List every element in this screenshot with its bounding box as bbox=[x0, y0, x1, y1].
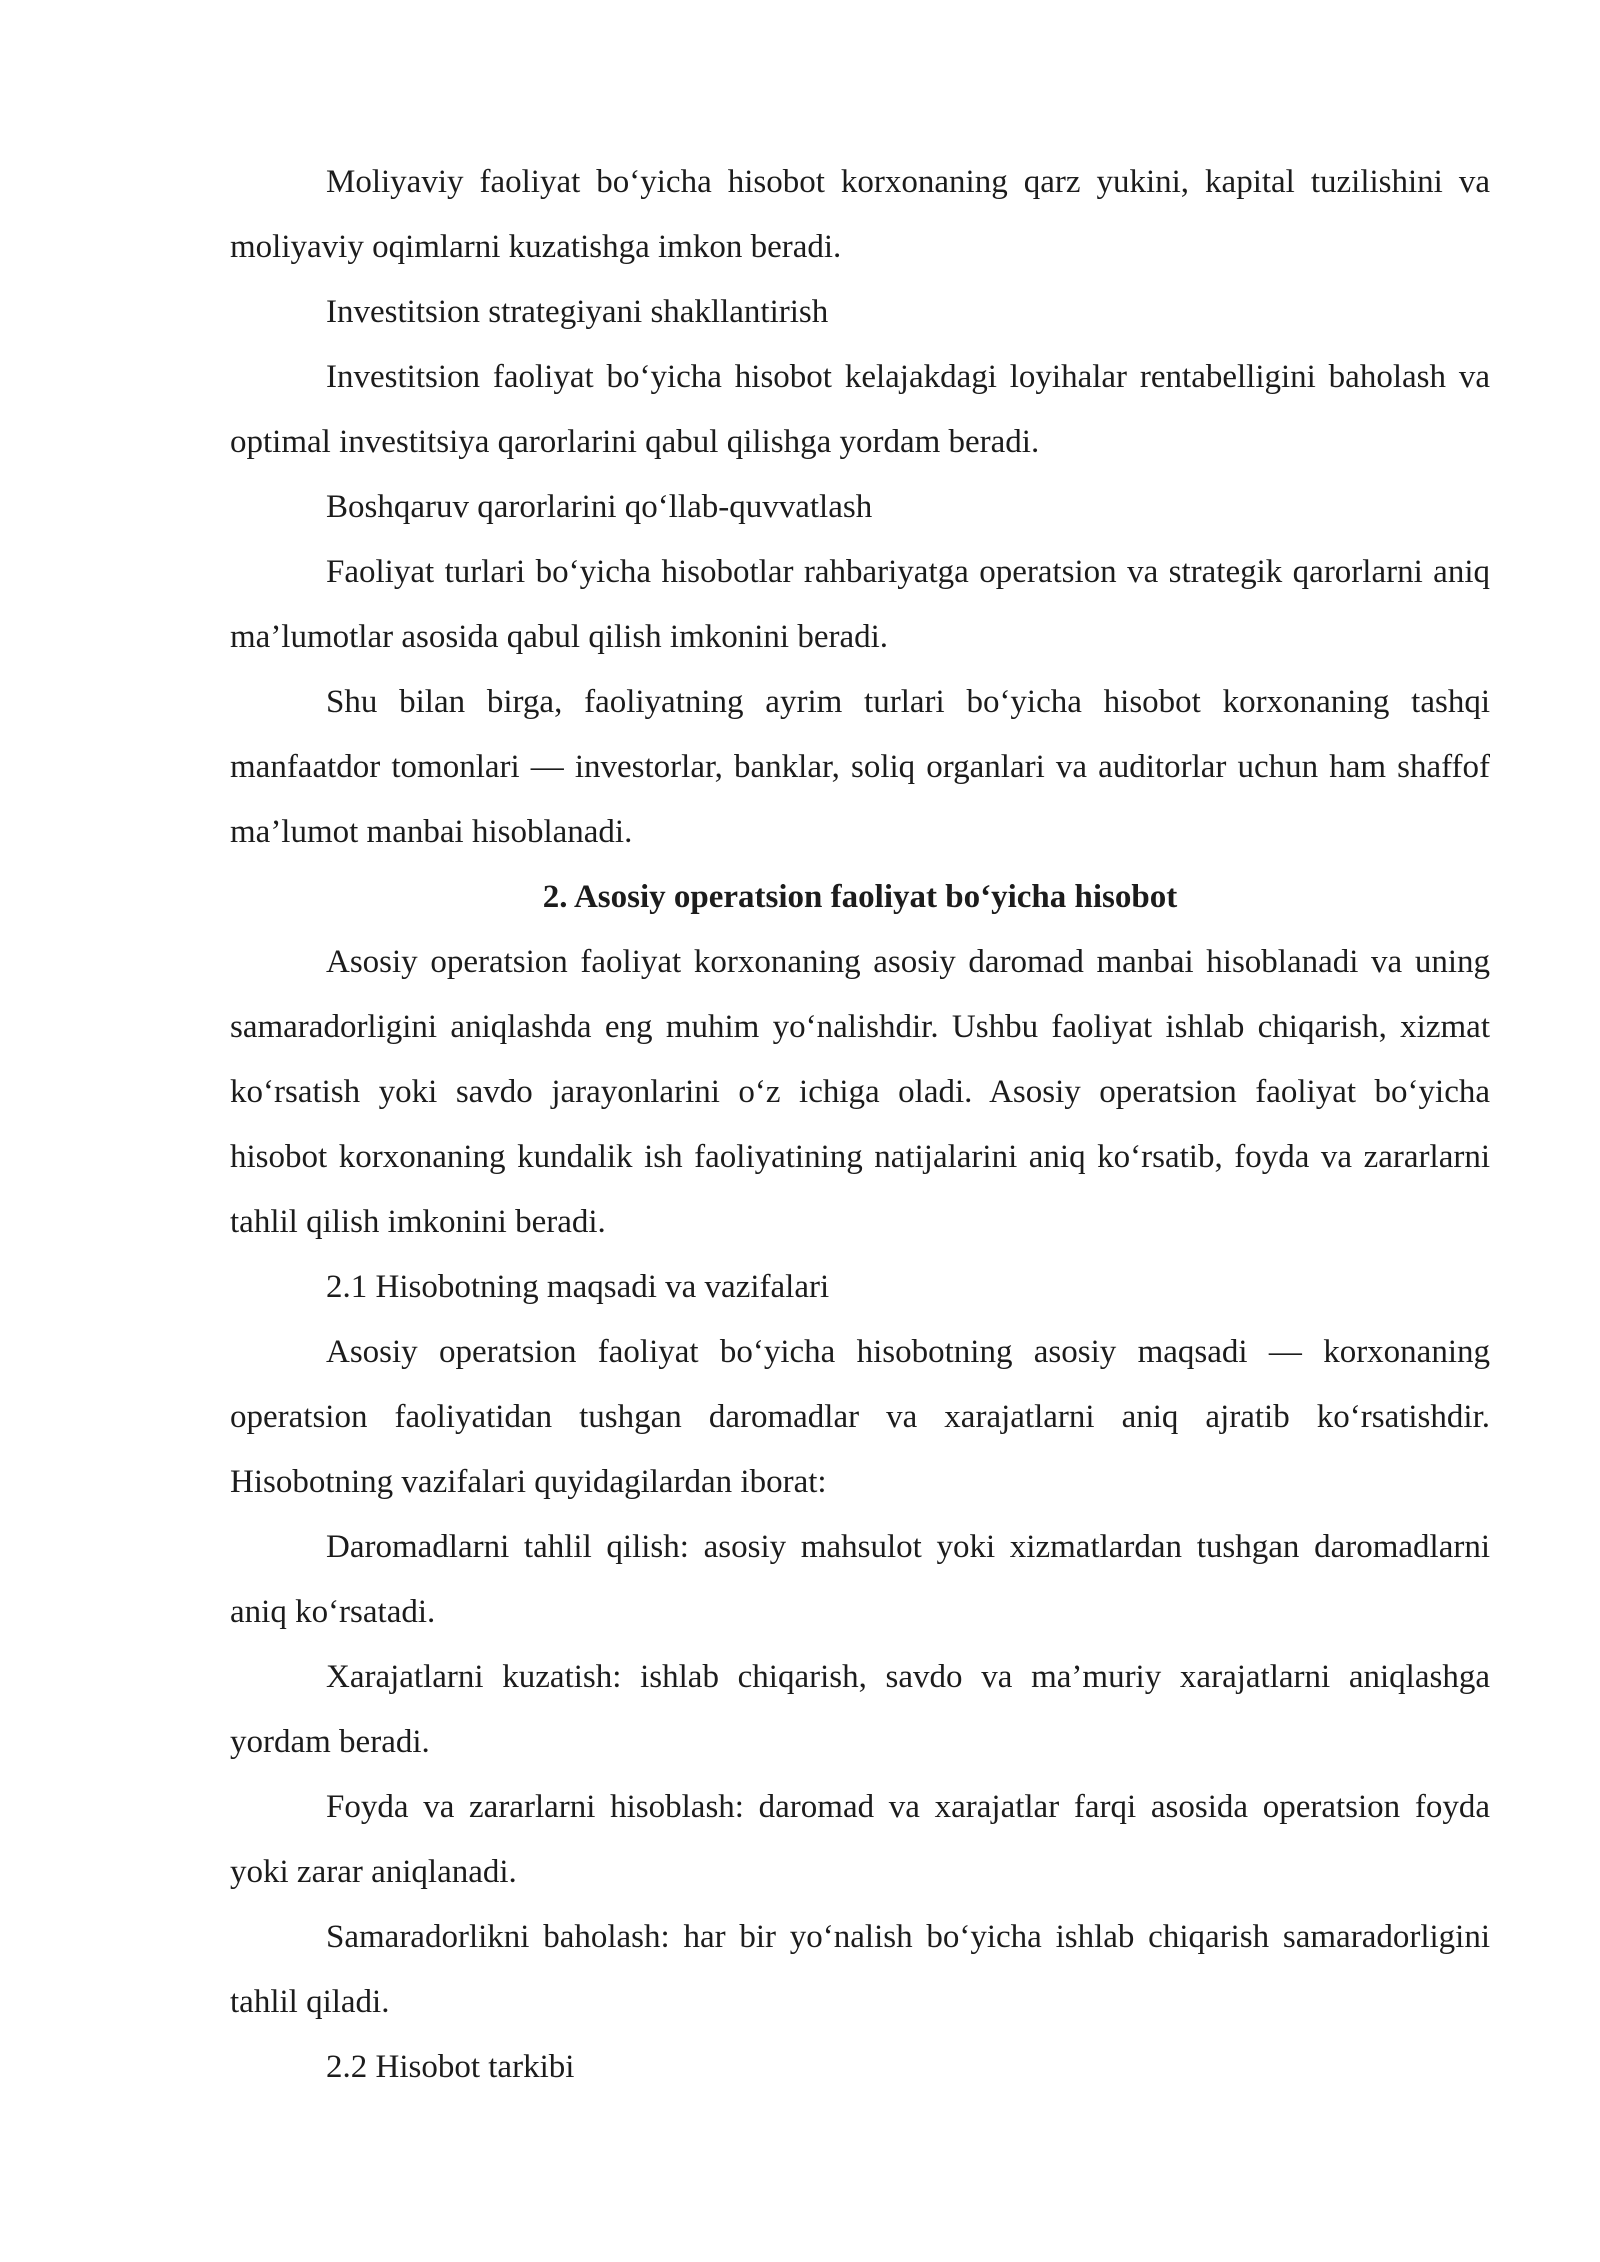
subsection-heading-2-2: 2.2 Hisobot tarkibi bbox=[326, 2049, 575, 2085]
subsection-heading-2-1: 2.1 Hisobotning maqsadi va vazifalari bbox=[326, 1269, 830, 1305]
paragraph-efficiency-evaluation: Samaradorlikni baholash: har bir yo‘nalish bo‘yicha ishlab chiqarish samaradorligini tahlil qiladi. bbox=[230, 1919, 1490, 2020]
paragraph-financial-activity-report: Moliyaviy faoliyat bo‘yicha hisobot korxonaning qarz yukini, kapital tuzilishini va moliyaviy oqimlarni kuzatishga imkon beradi. bbox=[230, 164, 1490, 265]
paragraph-report-purpose: Asosiy operatsion faoliyat bo‘yicha hisobotning asosiy maqsadi — korxonaning operatsion faoliyatidan tushgan daromadlar va xarajatlarni aniq ajratib ko‘rsatishdir. Hisobotning vazifalari quyidagilardan iborat: bbox=[230, 1334, 1490, 1500]
paragraph-external-stakeholders: Shu bilan birga, faoliyatning ayrim turlari bo‘yicha hisobot korxonaning tashqi manfaatdor tomonlari — investorlar, banklar, soliq organlari va auditorlar uchun ham shaffof ma’lumot manbai hisoblanadi. bbox=[230, 684, 1490, 850]
document-body bbox=[230, 150, 1490, 2100]
paragraph-expense-tracking: Xarajatlarni kuzatish: ishlab chiqarish, savdo va ma’muriy xarajatlarni aniqlashga yordam beradi. bbox=[230, 1659, 1490, 1760]
section-heading-2: 2. Asosiy operatsion faoliyat bo‘yicha hisobot bbox=[542, 879, 1178, 915]
paragraph-management-decisions-title: Boshqaruv qarorlarini qo‘llab-quvvatlash bbox=[326, 489, 873, 525]
paragraph-activity-type-reports: Faoliyat turlari bo‘yicha hisobotlar rahbariyatga operatsion va strategik qarorlarni aniq ma’lumotlar asosida qabul qilish imkonini beradi. bbox=[230, 554, 1490, 655]
paragraph-profit-loss-calculation: Foyda va zararlarni hisoblash: daromad va xarajatlar farqi asosida operatsion foyda yoki zarar aniqlanadi. bbox=[230, 1789, 1490, 1890]
paragraph-investment-activity-report: Investitsion faoliyat bo‘yicha hisobot kelajakdagi loyihalar rentabelligini baholash va optimal investitsiya qarorlarini qabul qilishga yordam beradi. bbox=[230, 359, 1490, 460]
paragraph-investment-strategy-title: Investitsion strategiyani shakllantirish bbox=[326, 294, 829, 330]
paragraph-revenue-analysis: Daromadlarni tahlil qilish: asosiy mahsulot yoki xizmatlardan tushgan daromadlarni aniq ko‘rsatadi. bbox=[230, 1529, 1490, 1630]
paragraph-operating-activity-intro: Asosiy operatsion faoliyat korxonaning asosiy daromad manbai hisoblanadi va uning samaradorligini aniqlashda eng muhim yo‘nalishdir. Ushbu faoliyat ishlab chiqarish, xizmat ko‘rsatish yoki savdo jarayonlarini o‘z ichiga oladi. Asosiy operatsion faoliyat bo‘yicha hisobot korxonaning kundalik ish faoliyatining natijalarini aniq ko‘rsatib, foyda va zararlarni tahlil qilish imkonini beradi. bbox=[230, 944, 1490, 1240]
